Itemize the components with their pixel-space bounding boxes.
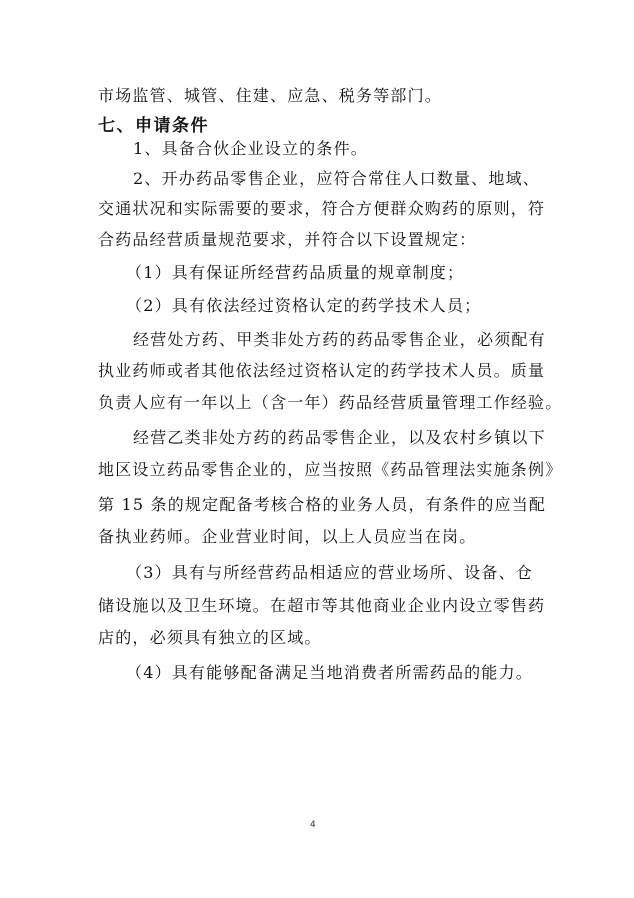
text-line: 店的，必须具有独立的区域。: [98, 628, 322, 647]
text-line: （4）具有能够配备满足当地消费者所需药品的能力。: [126, 663, 533, 682]
text-line: 市场监管、城管、住建、应急、税务等部门。: [98, 86, 443, 105]
text-line: （3）具有与所经营药品相适应的营业场所、设备、仓: [126, 563, 533, 582]
text-line: 经营处方药、甲类非处方药的药品零售企业，必须配有: [133, 330, 546, 349]
page-number: 4: [310, 820, 316, 830]
text-line: 备执业药师。企业营业时间，以上人员应当在岗。: [98, 527, 477, 546]
text-line: 负责人应有一年以上（含一年）药品经营质量管理工作经验。: [98, 393, 563, 412]
text-line: 第 15 条的规定配备考核合格的业务人员，有条件的应当配: [98, 495, 547, 514]
text-line: 1、具备合伙企业设立的条件。: [133, 139, 368, 158]
text-line: 2、开办药品零售企业，应符合常住人口数量、地域、: [133, 169, 540, 188]
text-line: （2）具有依法经过资格认定的药学技术人员；: [126, 296, 482, 315]
text-line: 交通状况和实际需要的要求，符合方便群众购药的原则，符: [98, 199, 546, 218]
text-line: 经营乙类非处方药的药品零售企业，以及农村乡镇以下: [133, 428, 546, 447]
text-line: 地区设立药品零售企业的，应当按照《药品管理法实施条例》: [98, 460, 563, 479]
text-line: 储设施以及卫生环境。在超市等其他商业企业内设立零售药: [98, 596, 546, 615]
section-heading: 七、申请条件: [98, 116, 209, 136]
text-line: 执业药师或者其他依法经过资格认定的药学技术人员。质量: [98, 361, 546, 380]
text-line: 合药品经营质量规范要求，并符合以下设置规定：: [98, 230, 477, 249]
text-line: （1）具有保证所经营药品质量的规章制度；: [126, 263, 465, 282]
